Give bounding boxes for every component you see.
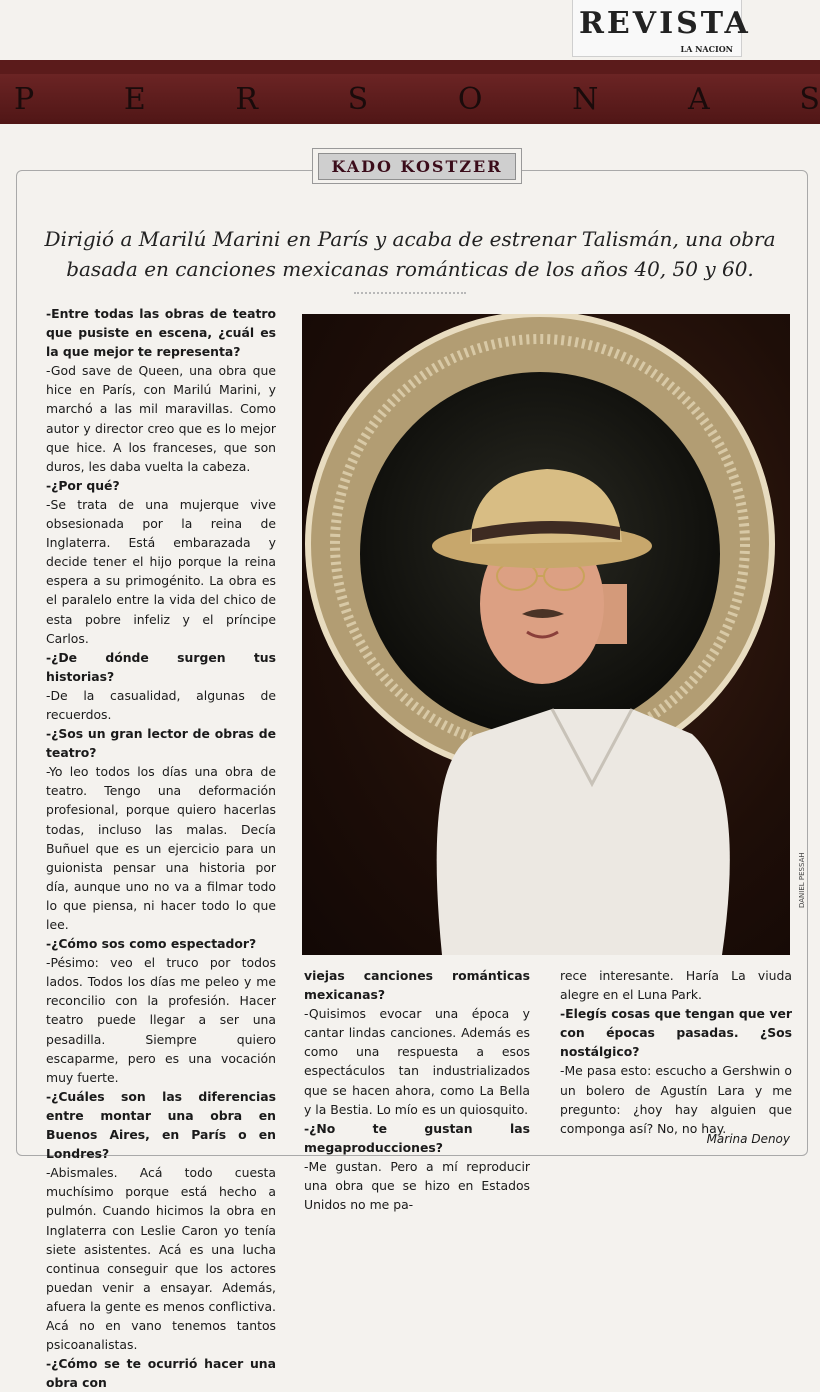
- interview-question: viejas canciones románticas mexicanas?: [304, 968, 530, 1003]
- interview-answer: -Me pasa esto: escucho a Gershwin o un bolero de Agustín Lara y me pregunto: ¿hoy hay alguien que componga así? No, no hay.: [560, 1063, 792, 1136]
- interview-question: -Entre todas las obras de teatro que pusiste en escena, ¿cuál es la que mejor te representa?: [46, 306, 276, 360]
- logo-main: REVISTA: [579, 6, 751, 41]
- interview-question: -¿No te gustan las megaproducciones?: [304, 1120, 530, 1155]
- text-column-1: [46, 304, 276, 1392]
- section-letter: N: [572, 81, 599, 117]
- interview-question: -¿Cómo se te ocurrió hacer una obra con: [46, 1356, 276, 1391]
- section-letter: O: [457, 81, 483, 117]
- section-letter: R: [235, 81, 258, 117]
- portrait-illustration: [302, 314, 790, 955]
- portrait-photo: [302, 314, 790, 955]
- interview-question: -¿Por qué?: [46, 477, 120, 493]
- interview-answer: -Quisimos evocar una época y cantar lindas canciones. Además es como una respuesta a esos espectáculos tan industrializados que se hacen ahora, como La Bella y la Bestia. Lo mío es un quiosquito.: [304, 1006, 530, 1117]
- interview-answer: -Se trata de una mujerque vive obsesionada por la reina de Inglaterra. Está embarazada y decide tener el hijo porque la reina espera a su primogénito. La obra es el paralelo entre la vida del chico de esta pobre infeliz y el príncipe Carlos.: [46, 496, 276, 646]
- interviewee-name: KADO KOSTZER: [318, 153, 515, 180]
- section-letter: P: [14, 81, 35, 117]
- photo-credit: DANIEL PESSAH: [798, 852, 806, 908]
- name-label-box: [312, 148, 522, 184]
- interview-answer: -Abismales. Acá todo cuesta muchísimo porque está hecho a pulmón. Cuando hicimos la obra en Inglaterra con Leslie Caron yo tenía siete asistentes. Acá es una lucha continua conseguir que los actores puedan venir a ensayar. Además, afuera la gente es menos conflictiva. Acá no en vano tenemos tantos psicoanalistas.: [46, 1165, 276, 1353]
- text-column-3: [560, 966, 792, 1138]
- interview-question: -Elegís cosas que tengan que ver con épocas pasadas. ¿Sos nostálgico?: [560, 1006, 792, 1060]
- deck-divider: [354, 292, 466, 294]
- interview-answer: -De la casualidad, algunas de recuerdos.: [46, 687, 276, 722]
- author-signature: Marina Denoy: [706, 1132, 790, 1146]
- interview-answer: -Yo leo todos los días una obra de teatro. Tengo una deformación profesional, porque quiero hacerlas todas, incluso las malas. Decía Buñuel que es un ejercicio para un guionista pensar una historia por día, aunque uno no va a filmar todo lo que piensa, ni hacer todo lo que lee.: [46, 764, 276, 932]
- section-band-top: [0, 60, 820, 74]
- text-column-2: [304, 966, 530, 1214]
- section-letter: A: [688, 81, 710, 117]
- article-deck: Dirigió a Marilú Marini en París y acaba de estrenar Talismán, una obra basada en canciones mexicanas románticas de los años 40, 50 y 60.: [44, 227, 776, 281]
- interview-question: -¿De dónde surgen tus historias?: [46, 649, 276, 684]
- logo-sub: LA NACION: [680, 44, 733, 54]
- interview-question: -¿Sos un gran lector de obras de teatro?: [46, 726, 276, 761]
- section-letter: S: [799, 81, 820, 117]
- section-title: [14, 74, 820, 124]
- section-letter: S: [347, 81, 369, 117]
- interview-answer: -Pésimo: veo el truco por todos lados. Todos los días me peleo y me reconcilio con la profesión. Hacer teatro puede llegar a ser una pesadilla. Siempre quiero escaparme, pero es una vocación muy fuerte.: [46, 955, 276, 1085]
- masthead-logo: [572, 0, 751, 57]
- interview-answer: -God save de Queen, una obra que hice en París, con Marilú Marini, y marchó a las mil maravillas. Como autor y director creo que es lo mejor que hice. A los franceses, que son duros, les daba vuelta la cabeza.: [46, 363, 276, 474]
- section-letter: E: [123, 81, 146, 117]
- interview-question: -¿Cuáles son las diferencias entre montar una obra en Buenos Aires, en París o en Londres?: [46, 1088, 276, 1162]
- interview-answer: -Me gustan. Pero a mí reproducir una obra que se hizo en Estados Unidos no me pa-: [304, 1158, 530, 1213]
- interview-answer: rece interesante. Haría La viuda alegre en el Luna Park.: [560, 968, 792, 1003]
- interview-question: -¿Cómo sos como espectador?: [46, 936, 257, 952]
